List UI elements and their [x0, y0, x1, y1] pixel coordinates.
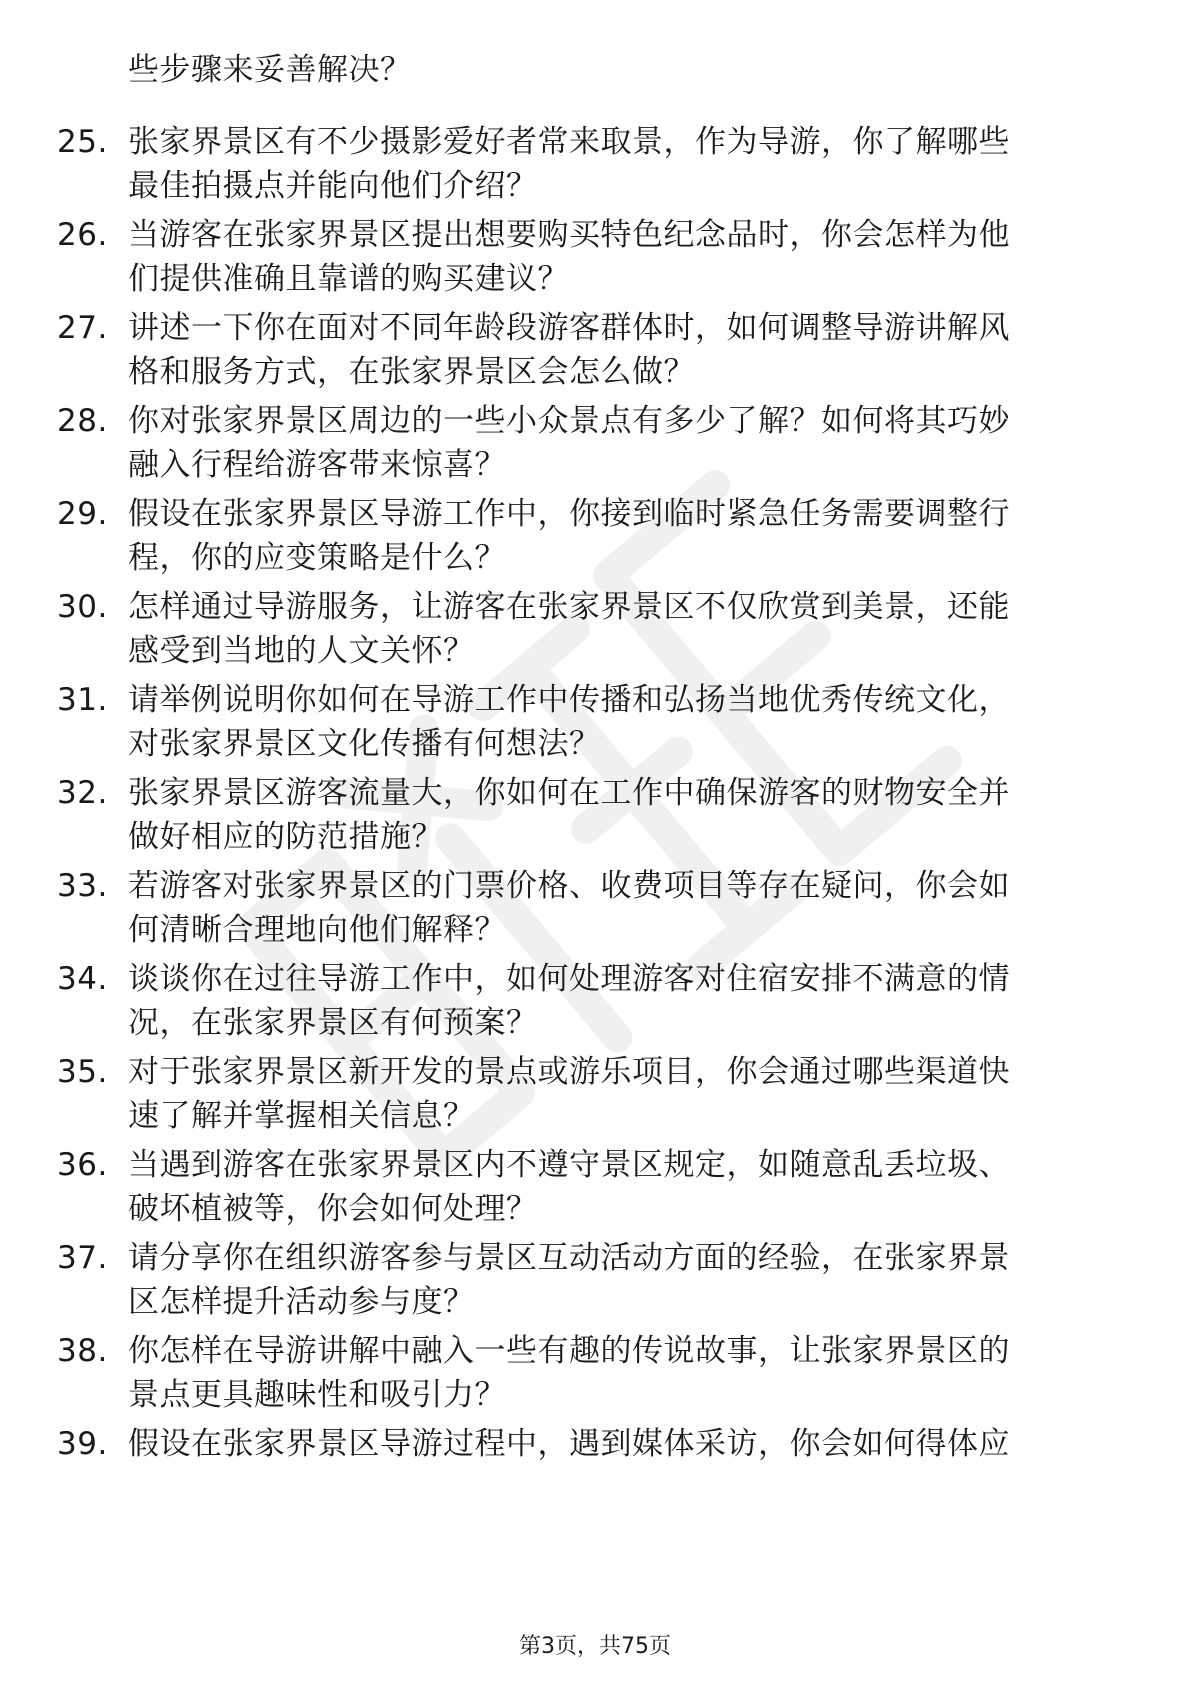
- question-text-line: 若游客对张家界景区的门票价格、收费项目等存在疑问，你会如: [128, 868, 1010, 904]
- continued-question-text: 些步骤来妥善解决？: [128, 52, 412, 88]
- page-footer: 第3页，共75页: [519, 1634, 671, 1659]
- question-number: 27.: [57, 310, 108, 346]
- question-text-line: 对张家界景区文化传播有何想法？: [128, 726, 601, 762]
- question-list: [0, 120, 1190, 1515]
- question-number: 35.: [57, 1054, 108, 1090]
- question-text-line: 谈谈你在过往导游工作中，如何处理游客对住宿安排不满意的情: [128, 961, 1010, 997]
- question-text-line: 你怎样在导游讲解中融入一些有趣的传说故事，让张家界景区的: [128, 1333, 1010, 1369]
- question-text-line: 速了解并掌握相关信息？: [128, 1098, 475, 1134]
- list-item: [0, 120, 1190, 213]
- question-number: 37.: [57, 1240, 108, 1276]
- question-text-line: 当游客在张家界景区提出想要购买特色纪念品时，你会怎样为他: [128, 217, 1010, 253]
- question-text-line: 何清晰合理地向他们解释？: [128, 912, 506, 948]
- list-item: [0, 213, 1190, 306]
- list-item: [0, 678, 1190, 771]
- list-item: [0, 306, 1190, 399]
- question-number: 30.: [57, 589, 108, 625]
- question-text-line: 假设在张家界景区导游工作中，你接到临时紧急任务需要调整行: [128, 496, 1010, 532]
- question-number: 29.: [57, 496, 108, 532]
- question-text-line: 景点更具趣味性和吸引力？: [128, 1377, 506, 1413]
- question-number: 34.: [57, 961, 108, 997]
- question-text-line: 张家界景区有不少摄影爱好者常来取景，作为导游，你了解哪些: [128, 124, 1010, 160]
- question-text-line: 讲述一下你在面对不同年龄段游客群体时，如何调整导游讲解风: [128, 310, 1010, 346]
- list-item: [0, 585, 1190, 678]
- question-text-line: 对于张家界景区新开发的景点或游乐项目，你会通过哪些渠道快: [128, 1054, 1010, 1090]
- question-text-line: 况，在张家界景区有何预案？: [128, 1005, 538, 1041]
- question-number: 33.: [57, 868, 108, 904]
- question-text-line: 破坏植被等，你会如何处理？: [128, 1191, 538, 1227]
- list-item: [0, 1236, 1190, 1329]
- question-text-line: 怎样通过导游服务，让游客在张家界景区不仅欣赏到美景，还能: [128, 589, 1010, 625]
- question-text-line: 程，你的应变策略是什么？: [128, 540, 506, 576]
- list-item: [0, 1050, 1190, 1143]
- question-number: 32.: [57, 775, 108, 811]
- question-text-line: 张家界景区游客流量大，你如何在工作中确保游客的财物安全并: [128, 775, 1010, 811]
- question-number: 25.: [57, 124, 108, 160]
- list-item: [0, 957, 1190, 1050]
- question-text-line: 融入行程给游客带来惊喜？: [128, 447, 506, 483]
- list-item: [0, 771, 1190, 864]
- question-text-line: 区怎样提升活动参与度？: [128, 1284, 475, 1320]
- question-text-line: 最佳拍摄点并能向他们介绍？: [128, 168, 538, 204]
- question-number: 31.: [57, 682, 108, 718]
- list-item: [0, 1143, 1190, 1236]
- list-item: [0, 1422, 1190, 1515]
- question-number: 38.: [57, 1333, 108, 1369]
- question-text-line: 你对张家界景区周边的一些小众景点有多少了解？如何将其巧妙: [128, 403, 1010, 439]
- question-text-line: 做好相应的防范措施？: [128, 819, 443, 855]
- question-text-line: 感受到当地的人文关怀？: [128, 633, 475, 669]
- list-item: [0, 1329, 1190, 1422]
- question-text-line: 请举例说明你如何在导游工作中传播和弘扬当地优秀传统文化，: [128, 682, 1010, 718]
- question-text-line: 当遇到游客在张家界景区内不遵守景区规定，如随意乱丢垃圾、: [128, 1147, 1010, 1183]
- question-number: 36.: [57, 1147, 108, 1183]
- question-number: 26.: [57, 217, 108, 253]
- question-number: 39.: [57, 1426, 108, 1462]
- question-text-line: 们提供准确且靠谱的购买建议？: [128, 261, 569, 297]
- list-item: [0, 864, 1190, 957]
- list-item: [0, 399, 1190, 492]
- question-text-line: 假设在张家界景区导游过程中，遇到媒体采访，你会如何得体应: [128, 1426, 1010, 1462]
- question-text-line: 格和服务方式，在张家界景区会怎么做？: [128, 354, 695, 390]
- question-number: 28.: [57, 403, 108, 439]
- list-item: [0, 492, 1190, 585]
- question-text-line: 请分享你在组织游客参与景区互动活动方面的经验，在张家界景: [128, 1240, 1010, 1276]
